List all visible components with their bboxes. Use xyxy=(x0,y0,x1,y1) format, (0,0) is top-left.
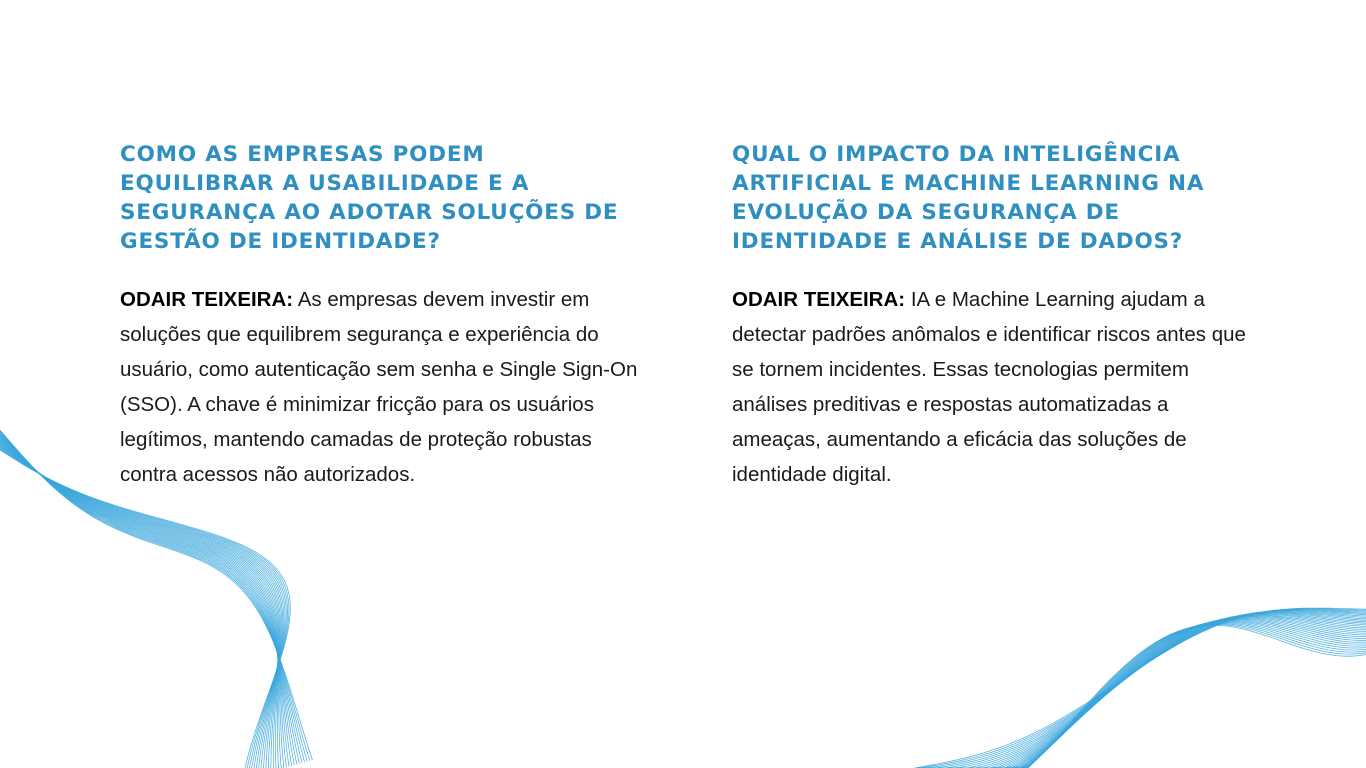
wave-line xyxy=(915,610,1366,768)
wave-line xyxy=(915,624,1366,768)
wave-line xyxy=(915,611,1366,768)
speaker-name: ODAIR TEIXEIRA: xyxy=(732,288,906,311)
question-heading: COMO AS EMPRESAS PODEM EQUILIBRAR A USABILIDADE E A SEGURANÇA AO ADOTAR SOLUÇÕES DE GESTÃO DE IDENTIDADE? xyxy=(120,142,619,254)
speaker-name: ODAIR TEIXEIRA: xyxy=(120,288,294,311)
wave-line xyxy=(0,448,286,768)
wave-line xyxy=(915,625,1366,768)
wave-line xyxy=(915,613,1366,768)
wave-line xyxy=(915,620,1366,768)
wave-line xyxy=(915,613,1366,768)
wave-line xyxy=(0,450,290,768)
wave-line xyxy=(0,449,288,768)
wave-line xyxy=(915,615,1366,768)
wave-line xyxy=(915,610,1366,768)
wave-line xyxy=(915,617,1366,768)
wave-line xyxy=(915,611,1366,768)
wave-line xyxy=(915,612,1366,768)
wave-line xyxy=(915,622,1366,768)
wave-line xyxy=(0,449,289,768)
wave-line xyxy=(915,617,1366,768)
interview-block-right xyxy=(732,140,1252,492)
wave-line xyxy=(0,446,283,768)
answer-text: As empresas devem investir em soluções que equilibrem segurança e experiência do usuário, como autenticação sem senha e Single Sign-On (SSO). A chave é minimizar fricção para os usuários legítimos, mantendo camadas de proteção robustas contra acessos não autorizados. xyxy=(120,288,638,486)
wave-line xyxy=(915,612,1366,768)
wave-line xyxy=(0,443,280,768)
wave-line xyxy=(915,609,1366,768)
wave-line xyxy=(915,614,1366,768)
wave-line xyxy=(0,444,281,768)
wave-line xyxy=(0,445,282,768)
wave-line xyxy=(915,609,1366,768)
wave-line xyxy=(915,621,1366,768)
wave-line xyxy=(915,618,1366,768)
wave-line xyxy=(915,623,1366,768)
wave-line xyxy=(915,616,1366,768)
decorative-wave-right xyxy=(915,590,1366,768)
wave-line xyxy=(915,616,1366,768)
answer-text: IA e Machine Learning ajudam a detectar padrões anômalos e identificar riscos antes que se tornem incidentes. Essas tecnologias permitem análises preditivas e respostas automatizadas a ameaças, aumentando a eficácia das soluções de identidade digital. xyxy=(732,288,1246,486)
wave-line xyxy=(915,614,1366,768)
wave-line xyxy=(915,624,1366,768)
wave-line xyxy=(915,619,1366,768)
answer-paragraph xyxy=(732,282,1252,492)
wave-line xyxy=(915,619,1366,768)
wave-line xyxy=(915,609,1366,768)
answer-paragraph xyxy=(120,282,640,492)
wave-line xyxy=(915,608,1366,768)
wave-line xyxy=(0,447,285,768)
wave-line xyxy=(915,622,1366,768)
wave-line xyxy=(0,446,284,768)
interview-block-left xyxy=(120,140,640,492)
question-heading: QUAL O IMPACTO DA INTELIGÊNCIA ARTIFICIAL E MACHINE LEARNING NA EVOLUÇÃO DA SEGURANÇA DE IDENTIDADE E ANÁLISE DE DADOS? xyxy=(732,142,1205,254)
